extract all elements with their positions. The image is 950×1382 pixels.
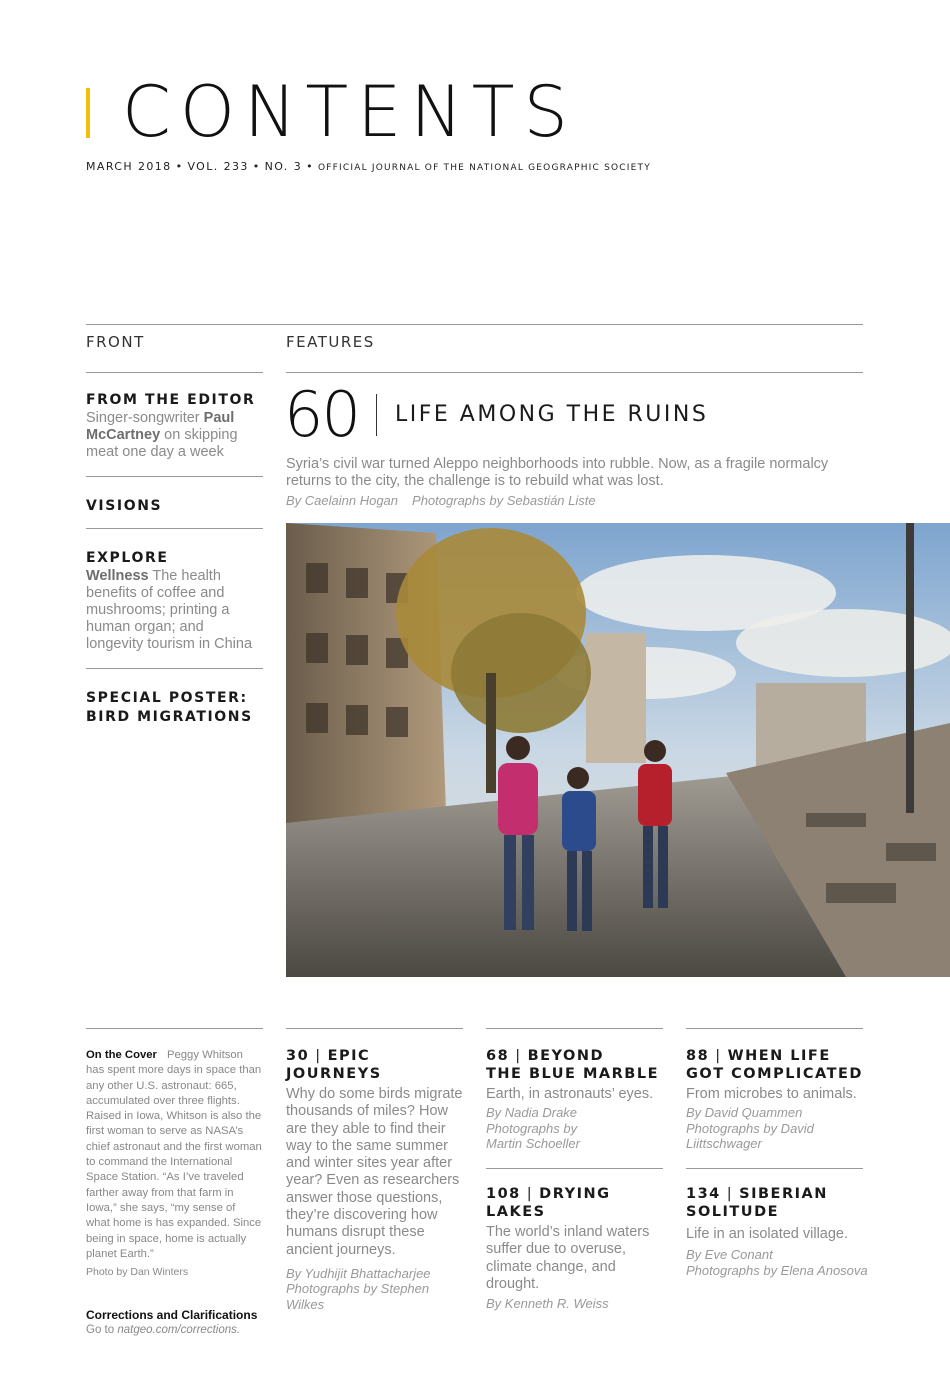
story-rule <box>686 1168 863 1169</box>
story-title: 88 | WHEN LIFE GOT COMPLICATED <box>686 1048 863 1082</box>
poster-heading-line2: BIRD MIGRATIONS <box>86 709 253 725</box>
editor-heading: FROM THE EDITOR <box>86 392 256 408</box>
front-divider <box>86 528 263 529</box>
story-dek: Why do some birds migrate thousands of miles? How are they able to find their way to the same summer and winter sites year after year? Even as researchers answer those questions, they’re discovering how humans disrupt these ancient journeys. <box>286 1086 463 1258</box>
story-108[interactable] <box>486 1186 666 1312</box>
editor-name: Paul McCartney <box>86 410 235 443</box>
story-rule <box>486 1028 663 1029</box>
feature-divider <box>376 394 377 436</box>
explore-text: Wellness The health benefits of coffee and mushrooms; printing a human organ; and longevity tourism in China <box>86 568 253 652</box>
page-title: CONTENTS <box>122 71 577 153</box>
corrections-link[interactable]: natgeo.com/corrections. <box>117 1324 241 1336</box>
issue-number: NO. 3 <box>264 160 303 173</box>
story-photos: Photographs by Martin Schoeller <box>486 1120 580 1152</box>
story-byline: By Eve Conant <box>686 1247 773 1263</box>
title-accent-bar <box>86 88 90 138</box>
section-features-label: FEATURES <box>286 333 375 351</box>
story-134[interactable] <box>686 1186 868 1278</box>
poster-heading-line1: SPECIAL POSTER: <box>86 690 248 706</box>
feature-title[interactable]: LIFE AMONG THE RUINS <box>395 402 709 427</box>
bullet: • <box>252 160 261 173</box>
corrections-text: Go to natgeo.com/corrections. <box>86 1324 241 1336</box>
front-explore[interactable] <box>86 549 262 653</box>
story-rule <box>286 1028 463 1029</box>
story-68[interactable] <box>486 1048 666 1152</box>
feature-photo <box>286 523 950 977</box>
story-dek: The world’s inland waters suffer due to overuse, climate change, and drought. <box>486 1224 650 1292</box>
story-title: 68 | BEYOND THE BLUE MARBLE <box>486 1048 659 1082</box>
story-dek: Life in an isolated village. <box>686 1226 849 1242</box>
poster-heading[interactable] <box>86 689 253 727</box>
story-dek: Earth, in astronauts’ eyes. <box>486 1086 654 1102</box>
explore-lead: Wellness <box>86 568 149 584</box>
story-byline: By David Quammen <box>686 1105 803 1121</box>
bullet: • <box>306 160 314 173</box>
story-30[interactable] <box>286 1048 466 1312</box>
corrections-heading: Corrections and Clarifications <box>86 1308 258 1322</box>
masthead <box>86 160 651 173</box>
story-photos: Photographs by David Liittschwager <box>686 1120 814 1152</box>
explore-heading: EXPLORE <box>86 550 169 566</box>
cover-note <box>86 1048 262 1262</box>
front-divider <box>86 668 263 669</box>
front-editor[interactable] <box>86 391 262 461</box>
feature-photo-credit: Photographs by Sebastián Liste <box>412 493 596 508</box>
front-rule <box>86 372 263 373</box>
volume: VOL. 233 <box>187 160 249 173</box>
cover-label: On the Cover <box>86 1049 157 1061</box>
visions-heading[interactable]: VISIONS <box>86 498 163 514</box>
section-rule <box>86 324 863 325</box>
feature-byline: By Caelainn Hogan <box>286 493 399 508</box>
cover-text: Peggy Whitson has spent more days in space than any other U.S. astronaut: 665, accumulated over three flights. Raised in Iowa, Whitson is also the first woman to serve as NASA’s chief astronaut and the first woman to command the International Space Station. “As I’ve traveled farther away from that farm in Iowa,” she says, “my sense of what home is has expanded. Since being in space, home is actually planet Earth.” <box>86 1049 262 1260</box>
story-title: 134 | SIBERIAN SOLITUDE <box>686 1186 828 1220</box>
story-dek: From microbes to animals. <box>686 1086 857 1102</box>
issue-date: MARCH 2018 <box>86 160 172 173</box>
story-byline: By Nadia Drake <box>486 1105 578 1121</box>
cover-rule <box>86 1028 263 1029</box>
features-rule <box>286 372 863 373</box>
story-title: 30 | EPIC JOURNEYS <box>286 1048 382 1082</box>
story-title: 108 | DRYING LAKES <box>486 1186 611 1220</box>
story-rule <box>686 1028 863 1029</box>
cover-photo-credit: Photo by Dan Winters <box>86 1266 189 1278</box>
story-byline: By Kenneth R. Weiss <box>486 1296 609 1312</box>
front-divider <box>86 476 263 477</box>
feature-credits <box>286 493 596 508</box>
tagline: OFFICIAL JOURNAL OF THE NATIONAL GEOGRAPHIC SOCIETY <box>317 163 651 173</box>
story-photos: Photographs by Stephen Wilkes <box>286 1281 430 1312</box>
story-88[interactable] <box>686 1048 868 1152</box>
story-photos: Photographs by Elena Anosova <box>686 1262 868 1278</box>
editor-text: Singer-songwriter Paul McCartney on skipping meat one day a week <box>86 410 238 460</box>
story-byline: By Yudhijit Bhattacharjee <box>286 1265 431 1281</box>
feature-dek: Syria’s civil war turned Aleppo neighborhoods into rubble. Now, as a fragile normalcy returns to the city, the challenge is to rebuild what was lost. <box>286 456 829 489</box>
feature-page-number: 60 <box>284 378 359 451</box>
bullet: • <box>175 160 184 173</box>
section-front-label: FRONT <box>86 333 145 351</box>
story-rule <box>486 1168 663 1169</box>
